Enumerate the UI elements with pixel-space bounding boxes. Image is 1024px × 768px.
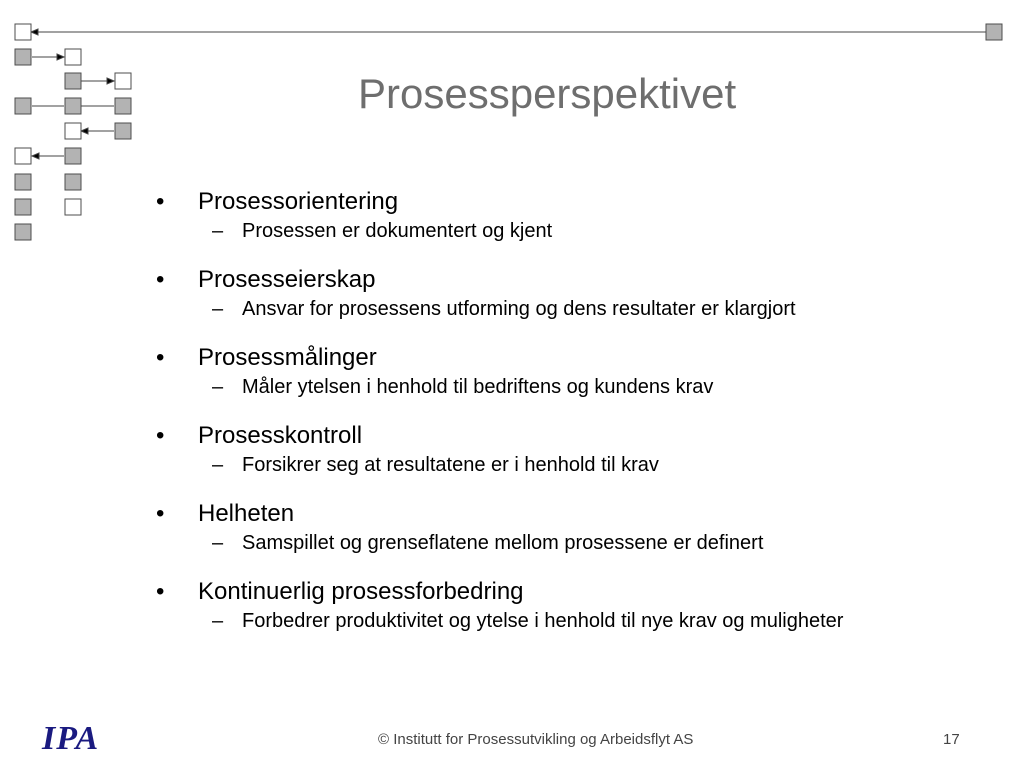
process-box-filled [15,224,31,240]
sub-bullet-row [156,608,996,634]
bullet-row [156,342,996,374]
process-box-empty [15,24,31,40]
dash-icon: – [212,532,224,554]
bullet-dot-icon: • [156,578,165,605]
bullet-item [156,420,996,478]
bullet-text: Helheten [198,500,295,527]
sub-bullet-row [156,374,996,400]
bullet-row [156,576,996,608]
bullet-item [156,264,996,322]
process-box-filled [115,123,131,139]
process-box-filled [65,174,81,190]
process-box-empty [15,148,31,164]
bullet-row [156,186,996,218]
dash-icon: – [212,454,224,476]
dash-icon: – [212,376,224,398]
arrow-head [107,78,114,84]
arrow-head [81,128,88,134]
sub-bullet-text: Samspillet og grenseflatene mellom prosessene er definert [242,532,764,554]
process-box-empty [65,199,81,215]
process-box-filled [115,98,131,114]
slide-title: Prosessperspektivet [358,70,737,117]
footer-copyright: © Institutt for Prosessutvikling og Arbeidsflyt AS [378,731,694,748]
arrow-head [57,54,64,60]
process-box-filled [15,98,31,114]
bullet-dot-icon: • [156,344,165,371]
bullet-text: Kontinuerlig prosessforbedring [198,578,524,605]
bullet-text: Prosesseierskap [198,266,376,293]
process-box-filled [65,98,81,114]
bullet-row [156,498,996,530]
bullet-dot-icon: • [156,500,165,527]
bullet-list [156,186,996,654]
process-box-filled [15,174,31,190]
process-box-filled [15,199,31,215]
bullet-item [156,186,996,244]
bullet-dot-icon: • [156,266,165,293]
bullet-item [156,576,996,634]
process-box-filled [65,148,81,164]
sub-bullet-text: Forsikrer seg at resultatene er i henhold til krav [242,454,659,476]
bullet-text: Prosesskontroll [198,422,363,449]
sub-bullet-text: Forbedrer produktivitet og ytelse i henhold til nye krav og muligheter [242,610,844,632]
process-box-empty [115,73,131,89]
sub-bullet-row [156,218,996,244]
bullet-dot-icon: • [156,422,165,449]
bullet-item [156,342,996,400]
bullet-text: Prosessmålinger [198,344,377,371]
process-box-empty [65,123,81,139]
bullet-text: Prosessorientering [198,188,399,215]
sub-bullet-text: Prosessen er dokumentert og kjent [242,220,553,242]
arrow-head [32,153,39,159]
dash-icon: – [212,298,224,320]
process-box-filled [65,73,81,89]
sub-bullet-row [156,452,996,478]
dash-icon: – [212,220,224,242]
dash-icon: – [212,610,224,632]
bullet-row [156,264,996,296]
sub-bullet-row [156,296,996,322]
sub-bullet-text: Ansvar for prosessens utforming og dens resultater er klargjort [242,298,796,320]
process-box-filled [986,24,1002,40]
sub-bullet-text: Måler ytelsen i henhold til bedriftens og kundens krav [242,376,714,398]
bullet-dot-icon: • [156,188,165,215]
process-box-filled [15,49,31,65]
sub-bullet-row [156,530,996,556]
ipa-logo: IPA [42,720,100,757]
process-box-empty [65,49,81,65]
bullet-item [156,498,996,556]
bullet-row [156,420,996,452]
page-number: 17 [943,731,960,748]
top-arrow-head [31,29,38,35]
